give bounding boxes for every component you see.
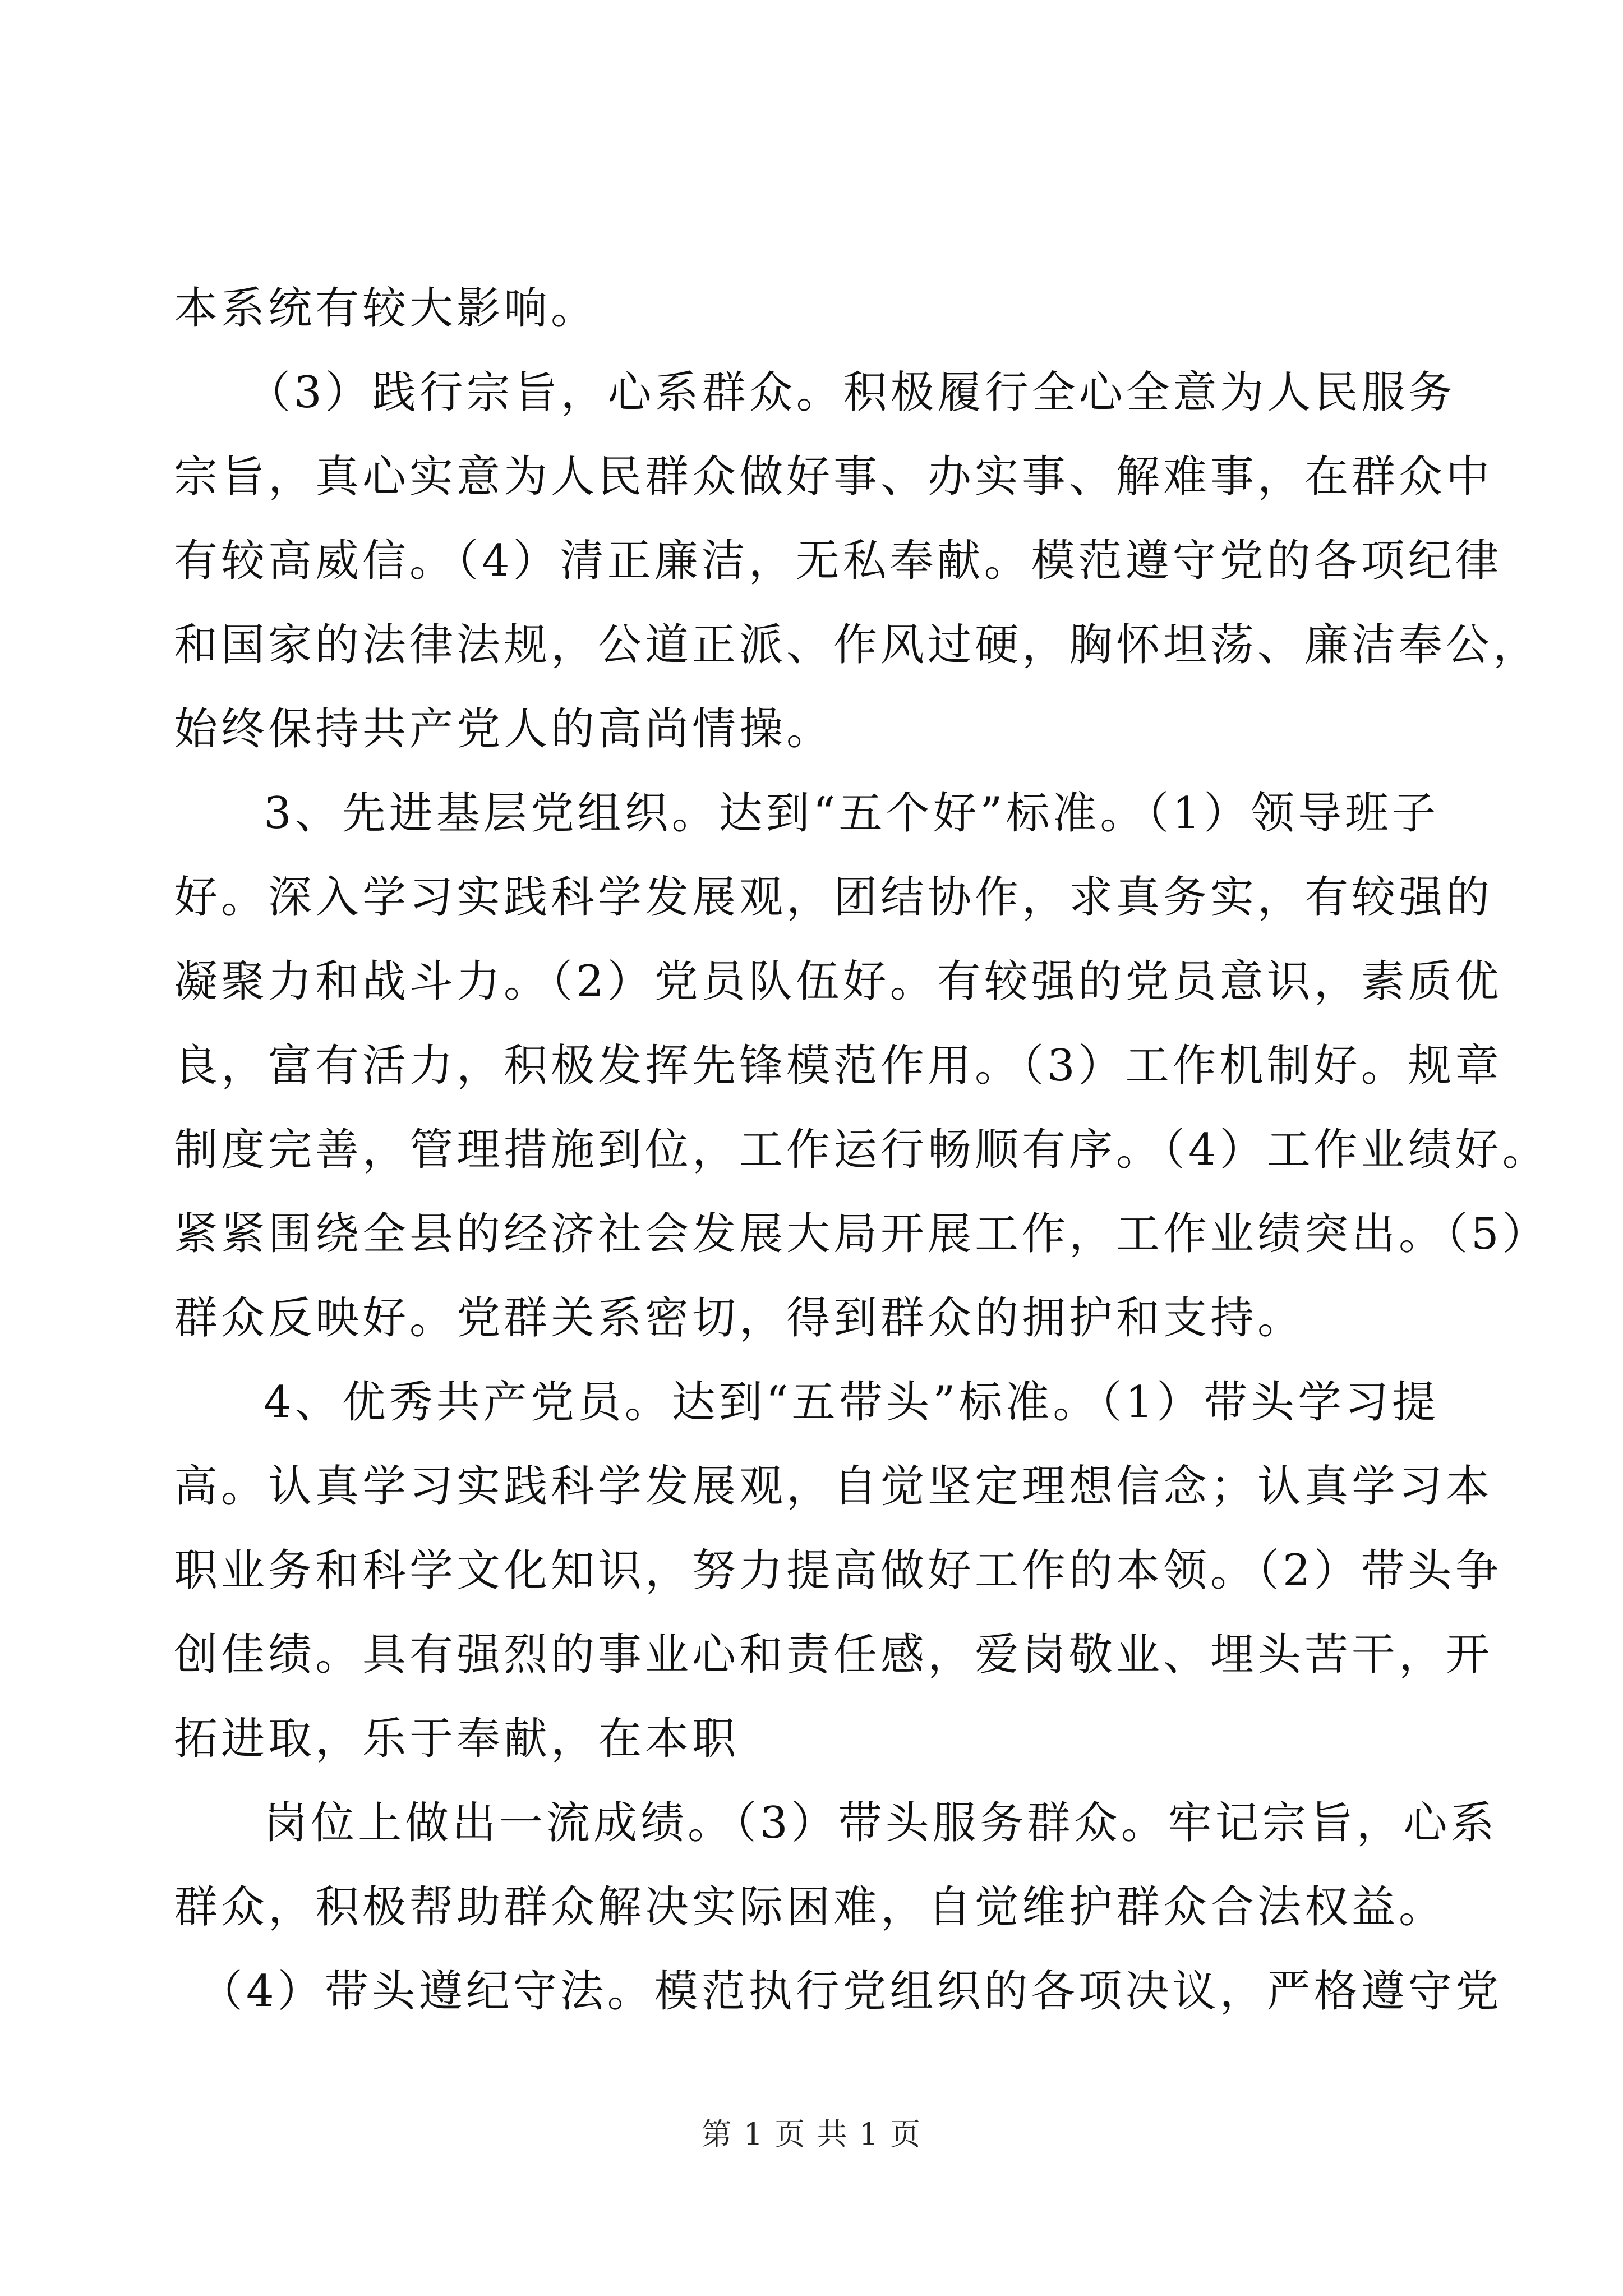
text-line-4: 有较高威信。（4）清正廉洁，无私奉献。模范遵守党的各项纪律: [174, 536, 1502, 586]
text-line-16: 职业务和科学文化知识，努力提高做好工作的本领。（2）带头争: [174, 1545, 1502, 1596]
text-line-1: 本系统有较大影响。: [174, 283, 598, 334]
text-line-11: 制度完善，管理措施到位，工作运行畅顺有序。（4）工作业绩好。: [174, 1125, 1550, 1175]
text-line-13: 群众反映好。党群关系密切，得到群众的拥护和支持。: [174, 1293, 1305, 1343]
text-line-20: 群众，积极帮助群众解决实际困难，自觉维护群众合法权益。: [174, 1882, 1446, 1932]
text-line-21: （4）带头遵纪守法。模范执行党组织的各项决议，严格遵守党: [199, 1966, 1502, 2017]
text-line-10: 良，富有活力，积极发挥先锋模范作用。（3）工作机制好。规章: [174, 1041, 1502, 1091]
text-line-9: 凝聚力和战斗力。（2）党员队伍好。有较强的党员意识，素质优: [174, 956, 1502, 1007]
text-line-15: 高。认真学习实践科学发展观，自觉坚定理想信念；认真学习本: [174, 1461, 1493, 1512]
text-line-17: 创佳绩。具有强烈的事业心和责任感，爱岗敬业、埋头苦干，开: [174, 1630, 1493, 1680]
text-line-19: 岗位上做出一流成绩。（3）带头服务群众。牢记宗旨，心系: [264, 1798, 1498, 1848]
text-line-7: 3、先进基层党组织。达到“五个好”标准。（1）领导班子: [264, 788, 1440, 839]
page-number-footer: 第 1 页 共 1 页: [701, 2116, 922, 2152]
text-line-2: （3）践行宗旨，心系群众。积极履行全心全意为人民服务: [247, 367, 1456, 418]
text-line-12: 紧紧围绕全县的经济社会发展大局开展工作，工作业绩突出。（5）: [174, 1209, 1550, 1259]
text-line-18: 拓进取，乐于奉献，在本职: [174, 1714, 740, 1764]
text-line-5: 和国家的法律法规，公道正派、作风过硬，胸怀坦荡、廉洁奉公，: [174, 620, 1541, 670]
text-line-6: 始终保持共产党人的高尚情操。: [174, 704, 834, 754]
text-line-8: 好。深入学习实践科学发展观，团结协作，求真务实，有较强的: [174, 872, 1493, 923]
text-line-14: 4、优秀共产党员。达到“五带头”标准。（1）带头学习提: [264, 1377, 1440, 1428]
text-line-3: 宗旨，真心实意为人民群众做好事、办实事、解难事，在群众中: [174, 452, 1493, 502]
